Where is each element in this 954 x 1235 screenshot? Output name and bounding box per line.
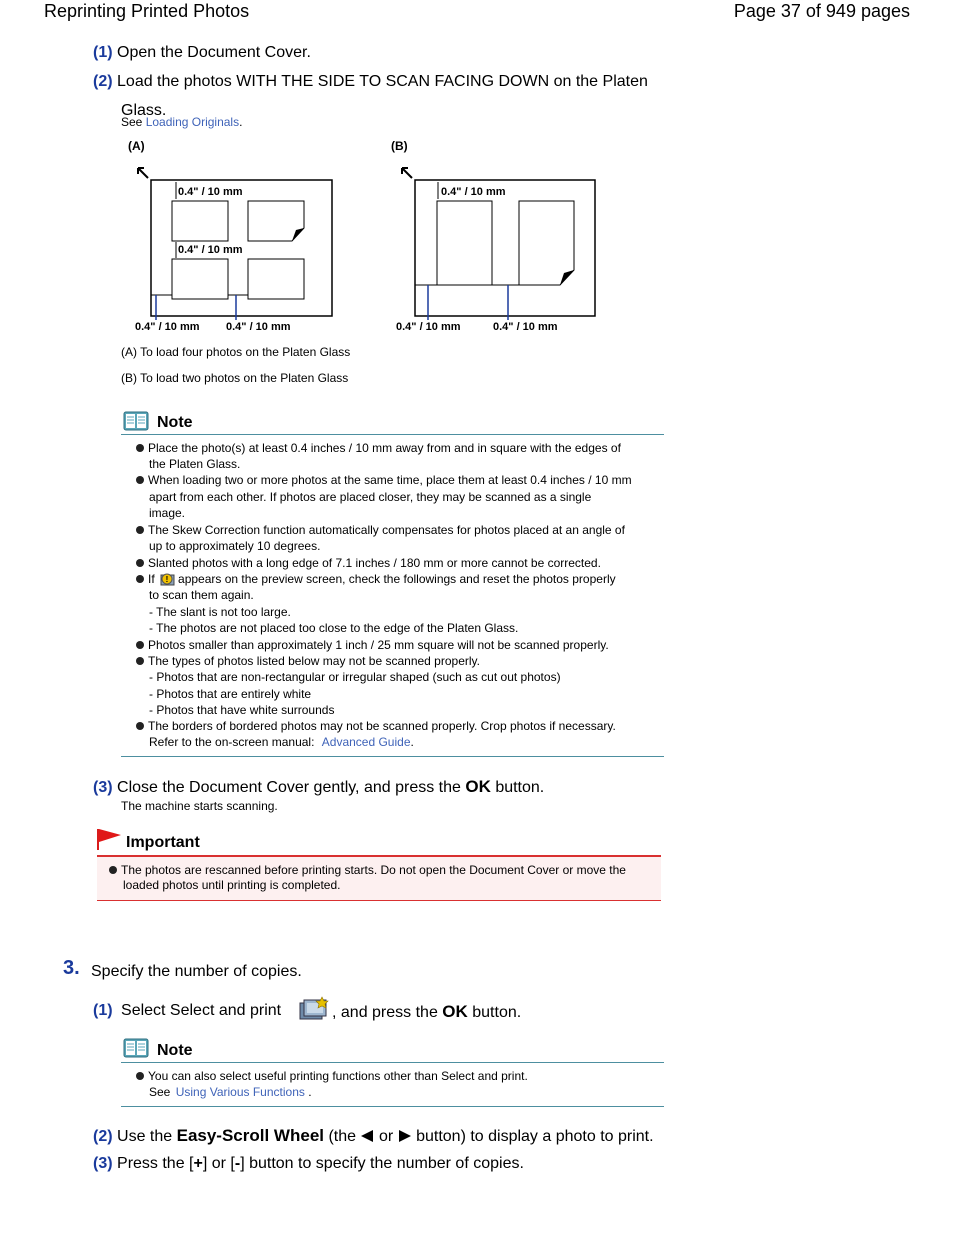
right-arrow-icon bbox=[398, 1130, 412, 1142]
photo-a1 bbox=[172, 201, 228, 241]
select-and-print-icon bbox=[298, 995, 330, 1021]
step-number: (1) bbox=[93, 1002, 113, 1019]
caption-b: (B) To load two photos on the Platen Glass bbox=[121, 371, 349, 385]
note-item-cont: - The photos are not placed too close to the edge of the Platen Glass. bbox=[149, 621, 519, 635]
step-number: (2) bbox=[93, 1128, 113, 1145]
dim-top-a: 0.4" / 10 mm bbox=[178, 186, 243, 198]
note-item-cont: apart from each other. If photos are placed closer, they may be scanned as a single bbox=[149, 490, 592, 504]
note-item: The borders of bordered photos may not be scanned properly. Crop photos if necessary. bbox=[136, 718, 616, 734]
left-arrow-icon bbox=[360, 1130, 374, 1142]
substep-1-select-print: (1) Select Select and print bbox=[93, 1002, 282, 1019]
photo-b1 bbox=[437, 201, 492, 285]
note-item-cont: Refer to the on-screen manual: Advanced Guide. bbox=[149, 735, 414, 749]
note-item-cont: image. bbox=[149, 506, 186, 520]
advanced-guide-link[interactable]: Advanced Guide bbox=[321, 735, 411, 749]
note-item: You can also select useful printing functions other than Select and print. bbox=[136, 1068, 528, 1084]
platen-glass-diagram bbox=[120, 134, 610, 338]
note-item: Place the photo(s) at least 0.4 inches / 10 mm away from and in square with the edges of bbox=[136, 440, 621, 456]
note-title: Note bbox=[157, 1042, 193, 1059]
see-prefix: See bbox=[121, 115, 143, 129]
note-item: Photos smaller than approximately 1 inch / 25 mm square will not be scanned properly. bbox=[136, 637, 609, 653]
important-item: The photos are rescanned before printing starts. Do not open the Document Cover or move the bbox=[109, 862, 626, 878]
dim-top-b: 0.4" / 10 mm bbox=[441, 186, 506, 198]
caption-a: (A) To load four photos on the Platen Glass bbox=[121, 345, 351, 359]
substep-2-scroll-wheel: (2) Use the Easy-Scroll Wheel (the or button) to display a photo to print. bbox=[93, 1126, 654, 1145]
step-1-open-cover bbox=[93, 44, 311, 62]
note-item-cont: the Platen Glass. bbox=[149, 457, 241, 471]
bullet-icon bbox=[136, 1072, 144, 1080]
photo-b2 bbox=[519, 201, 574, 285]
note-title: Note bbox=[157, 414, 193, 431]
important-flag-icon bbox=[96, 827, 122, 851]
step-number: (3) bbox=[93, 1155, 113, 1172]
note-item-cont: up to approximately 10 degrees. bbox=[149, 539, 321, 553]
note-divider-bottom bbox=[121, 1106, 664, 1107]
step-text: Open the Document Cover. bbox=[117, 44, 311, 61]
svg-text:!: ! bbox=[165, 575, 169, 584]
dim-mid-a: 0.4" / 10 mm bbox=[178, 244, 243, 256]
warning-photo-icon bbox=[160, 572, 176, 586]
diagram-b-label: (B) bbox=[391, 139, 408, 153]
dim-bottom-a-left: 0.4" / 10 mm bbox=[135, 321, 200, 333]
corner-mark-icon bbox=[138, 168, 148, 178]
ok-button-label: OK bbox=[442, 1002, 468, 1021]
bullet-icon bbox=[109, 866, 117, 874]
dim-bottom-b-left: 0.4" / 10 mm bbox=[396, 321, 461, 333]
note-divider-bottom bbox=[121, 756, 664, 757]
minus-button-label: - bbox=[234, 1155, 241, 1172]
note-item-cont: to scan them again. bbox=[149, 588, 254, 602]
photo-a4 bbox=[248, 259, 304, 299]
ok-button-label: OK bbox=[465, 777, 491, 796]
note-book-icon bbox=[123, 411, 149, 431]
main-step-text: Specify the number of copies. bbox=[91, 963, 302, 980]
note-item: The Skew Correction function automatically compensates for photos placed at an angle of bbox=[136, 522, 625, 538]
easy-scroll-wheel-label: Easy-Scroll Wheel bbox=[176, 1126, 324, 1145]
note-item-cont: See Using Various Functions . bbox=[149, 1085, 312, 1099]
dim-bottom-b-right: 0.4" / 10 mm bbox=[493, 321, 558, 333]
see-loading-originals bbox=[121, 115, 242, 129]
using-various-functions-link[interactable]: Using Various Functions bbox=[175, 1085, 305, 1099]
step-number: (3) bbox=[93, 779, 113, 796]
substep-3-set-copies: (3) Press the [+] or [-] button to specify the number of copies. bbox=[93, 1155, 524, 1172]
note-item-cont: - The slant is not too large. bbox=[149, 605, 291, 619]
note-divider-top bbox=[121, 1062, 664, 1063]
step-3-close-cover: (3) Close the Document Cover gently, and press the OK button. bbox=[93, 777, 545, 796]
step-text: Load the photos WITH THE SIDE TO SCAN FACING DOWN on the Platen bbox=[117, 73, 648, 90]
note-divider-top bbox=[121, 434, 664, 435]
main-step-number: 3. bbox=[63, 957, 80, 979]
note-book-icon bbox=[123, 1038, 149, 1058]
machine-starts-scanning: The machine starts scanning. bbox=[121, 799, 278, 813]
diagram-a-label: (A) bbox=[128, 139, 145, 153]
note-item: The types of photos listed below may not be scanned properly. bbox=[136, 653, 480, 669]
step-text-continued: Glass. bbox=[121, 102, 167, 119]
bullet-icon bbox=[136, 641, 144, 649]
corner-mark-icon bbox=[402, 168, 412, 178]
note-item-cont: - Photos that have white surrounds bbox=[149, 703, 335, 717]
note-item: Slanted photos with a long edge of 7.1 inches / 180 mm or more cannot be corrected. bbox=[136, 555, 601, 571]
bullet-icon bbox=[136, 476, 144, 484]
bullet-icon bbox=[136, 657, 144, 665]
note-item-cont: - Photos that are entirely white bbox=[149, 687, 312, 701]
step-2-load-photos bbox=[93, 73, 648, 91]
note-item: If ! appears on the preview screen, check the followings and reset the photos properly bbox=[136, 571, 616, 587]
important-box bbox=[97, 855, 661, 901]
photo-a3 bbox=[172, 259, 228, 299]
important-title: Important bbox=[126, 834, 200, 851]
loading-originals-link[interactable]: Loading Originals bbox=[145, 115, 240, 129]
see-suffix: . bbox=[239, 115, 243, 129]
bullet-icon bbox=[136, 526, 144, 534]
page-indicator: Page 37 of 949 pages bbox=[733, 1, 910, 21]
bullet-icon bbox=[136, 444, 144, 452]
important-item-cont: loaded photos until printing is completed. bbox=[123, 878, 341, 892]
note-item: When loading two or more photos at the same time, place them at least 0.4 inches / 10 mm bbox=[136, 472, 632, 488]
step-number: (1) bbox=[93, 44, 113, 61]
step-number: (2) bbox=[93, 73, 113, 90]
bullet-icon bbox=[136, 575, 144, 583]
dim-bottom-a-right: 0.4" / 10 mm bbox=[226, 321, 291, 333]
document-title: Reprinting Printed Photos bbox=[44, 1, 250, 21]
substep-1-continuation: , and press the OK button. bbox=[332, 1002, 522, 1021]
bullet-icon bbox=[136, 722, 144, 730]
bullet-icon bbox=[136, 559, 144, 567]
note-item-cont: - Photos that are non-rectangular or irregular shaped (such as cut out photos) bbox=[149, 670, 561, 684]
plus-button-label: + bbox=[193, 1155, 203, 1172]
